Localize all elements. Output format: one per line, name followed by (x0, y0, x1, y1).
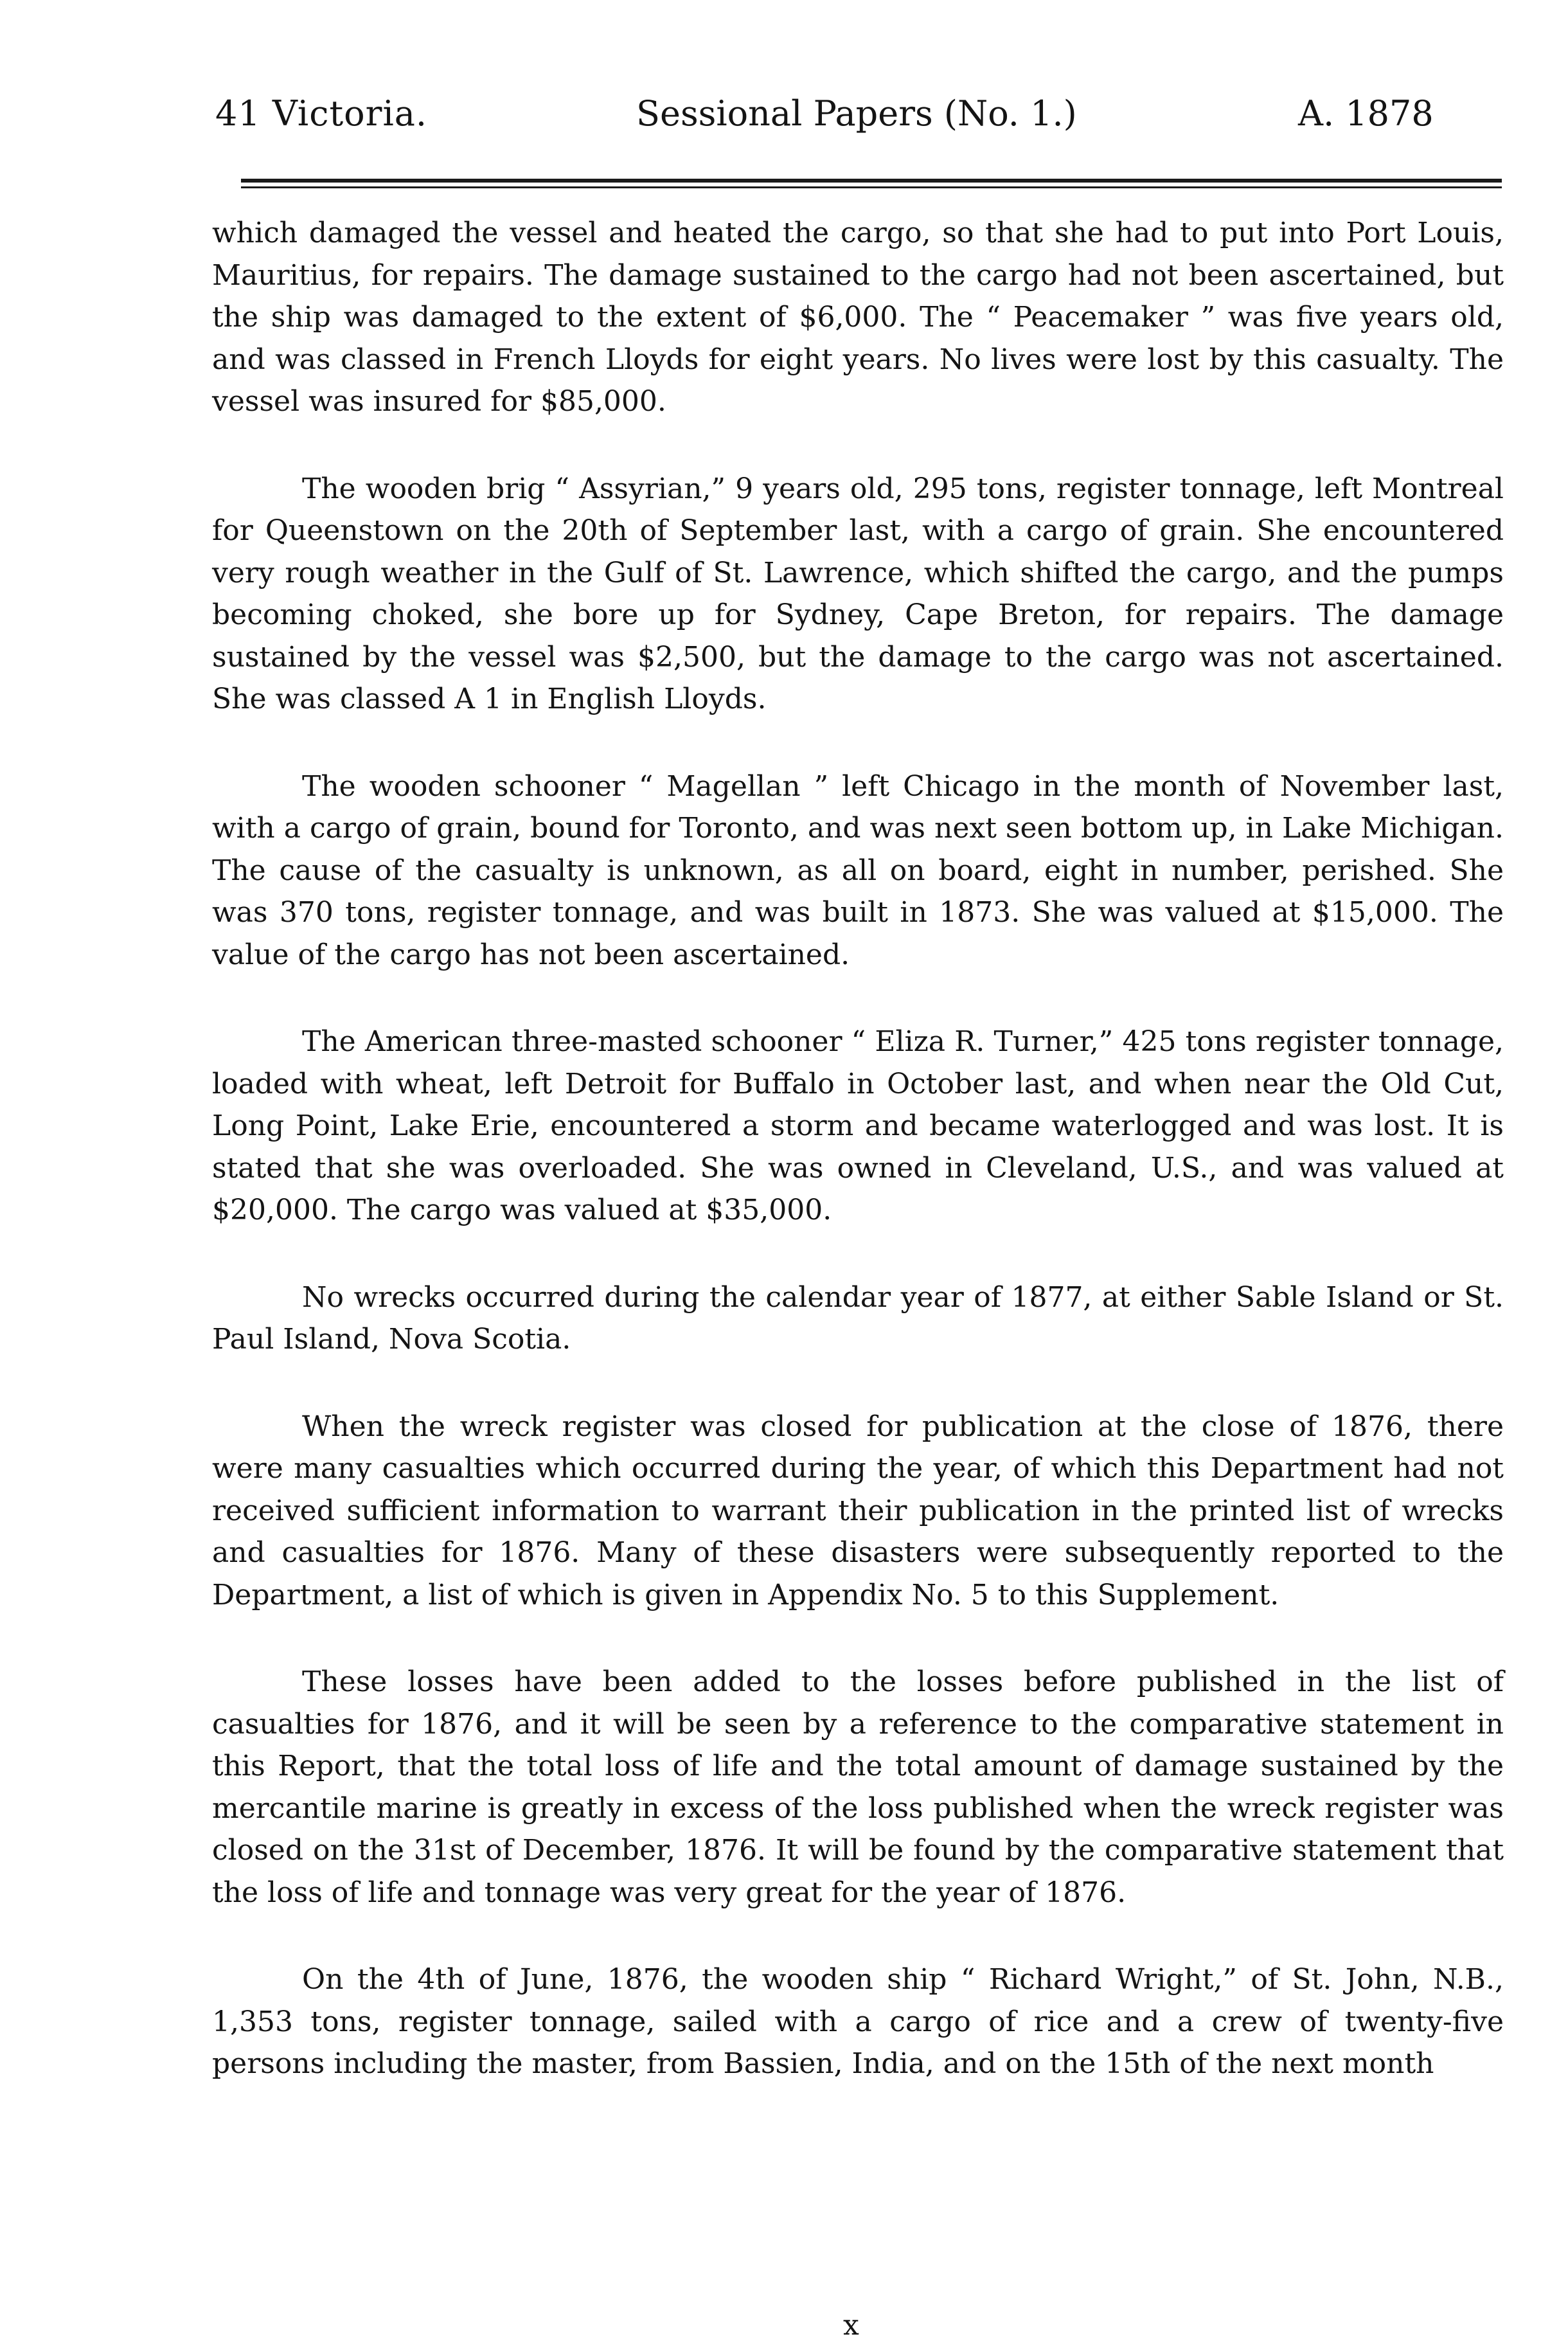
paragraph-sable-island: No wrecks occurred during the calendar year of 1877, at either Sable Island or St. Paul Island, Nova Scotia. (212, 1280, 1504, 1356)
header-title: Sessional Papers (No. 1.) (636, 93, 1077, 134)
paragraph-richard-wright: On the 4th of June, 1876, the wooden ship “ Richard Wright,” of St. John, N.B., 1,353 tons, register tonnage, sailed with a cargo of rice and a crew of twenty-five persons including the master, from Bassien, India, and on the 15th of the next month (212, 1963, 1504, 2080)
paragraph-eliza-turner: The American three-masted schooner “ Eliza R. Turner,” 425 tons register tonnage, loaded with wheat, left Detroit for Buffalo in October last, and when near the Old Cut, Long Point, Lake Erie, encountered a storm and became waterlogged and was lost. It is stated that she was overloaded. She was owned in Cleveland, U.S., and was valued at $20,000. The cargo was valued at $35,000. (212, 1025, 1504, 1226)
paragraph-magellan: The wooden schooner “ Magellan ” left Chicago in the month of November last, with a cargo of grain, bound for Toronto, and was next seen bottom up, in Lake Michigan. The cause of the casualty is unknown, as all on board, eight in number, perished. She was 370 tons, register tonnage, and was built in 1873. She was valued at $15,000. The value of the cargo has not been ascertained. (212, 769, 1504, 971)
paragraph-peacemaker: which damaged the vessel and heated the cargo, so that she had to put into Port Louis, Mauritius, for repairs. The damage sustained to the cargo had not been ascertained, but the ship was damaged to the extent of $6,000. The “ Peacemaker ” was five years old, and was classed in French Lloyds for eight years. No lives were lost by this casualty. The vessel was insured for $85,000. (212, 217, 1504, 418)
header-volume: 41 Victoria. (215, 93, 428, 134)
paragraph-wreck-register: When the wreck register was closed for publication at the close of 1876, there were many casualties which occurred during the year, of which this Department had not received sufficient information to warrant their publication in the printed list of wrecks and casualties for 1876. Many of these disasters were subsequently reported to the Department, a list of which is given in Appendix No. 5 to this Supplement. (212, 1410, 1504, 1611)
header-year: A. 1878 (1298, 93, 1434, 134)
document-body (212, 212, 1504, 2085)
paragraph-losses-added: These losses have been added to the losses before published in the list of casualties for 1876, and it will be seen by a reference to the comparative statement in this Report, that the total loss of life and the total amount of damage sustained by the mercantile marine is greatly in excess of the loss published when the wreck register was closed on the 31st of December, 1876. It will be found by the comparative statement that the loss of life and tonnage was very great for the year of 1876. (212, 1665, 1504, 1909)
page-number: x (843, 2309, 860, 2342)
header-rule-thin (241, 186, 1502, 188)
header-rule-thick (241, 179, 1502, 183)
paragraph-assyrian: The wooden brig “ Assyrian,” 9 years old, 295 tons, register tonnage, left Montreal for Queenstown on the 20th of September last, with a cargo of grain. She encountered very rough weather in the Gulf of St. Lawrence, which shifted the cargo, and the pumps becoming choked, she bore up for Sydney, Cape Breton, for repairs. The damage sustained by the vessel was $2,500, but the damage to the cargo was not ascertained. She was classed A 1 in English Lloyds. (212, 472, 1504, 715)
page-header (0, 0, 1568, 193)
